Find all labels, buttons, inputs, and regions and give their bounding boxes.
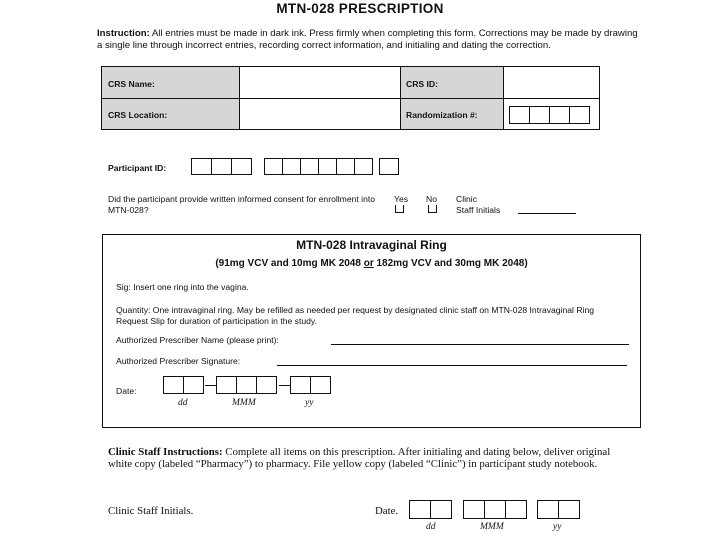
- participant-id-site-boxes[interactable]: [191, 158, 252, 175]
- participant-id-label: Participant ID:: [108, 163, 167, 173]
- clinic-date-day-boxes[interactable]: [409, 500, 452, 519]
- consent-question: Did the participant provide written informed consent for enrollment into MTN-028?: [108, 194, 376, 215]
- ring-date-year-boxes[interactable]: [290, 376, 331, 394]
- consent-yes-label: Yes: [394, 194, 409, 204]
- ring-sig: Sig: Insert one ring into the vagina.: [116, 282, 249, 292]
- consent-yes-checkbox[interactable]: [395, 205, 404, 213]
- clinic-date-month-boxes[interactable]: [463, 500, 527, 519]
- ring-date-day-boxes[interactable]: [163, 376, 204, 394]
- crs-id-label: CRS ID:: [406, 79, 438, 89]
- clinic-staff-initials-label: Clinic Staff Initials.: [108, 505, 194, 517]
- ring-date-dd-hint: dd: [178, 398, 188, 408]
- clinic-staff-heading: Clinic Staff Instructions:: [108, 446, 223, 458]
- ring-subtitle-part2: 182mg VCV and 30mg MK 2048): [373, 258, 528, 269]
- crs-location-label: CRS Location:: [108, 110, 168, 120]
- prescriber-signature-label: Authorized Prescriber Signature:: [116, 356, 241, 366]
- randomization-label: Randomization #:: [406, 110, 478, 120]
- randomization-boxes[interactable]: [509, 106, 590, 124]
- clinic-date-yy-hint: yy: [553, 522, 562, 532]
- clinic-date-dd-hint: dd: [426, 522, 436, 532]
- clinic-date-mmm-hint: MMM: [480, 522, 504, 532]
- instruction-text: All entries must be made in dark ink. Press firmly when completing this form. Corrections may be made by drawing a single line through incorrect entries, recording correct information, and initialing and dating the correction.: [97, 28, 638, 51]
- ring-date-dash-2: [279, 385, 290, 386]
- clinic-date-year-boxes[interactable]: [537, 500, 580, 519]
- staff-initials-line[interactable]: [518, 213, 576, 214]
- crs-location-field[interactable]: [241, 99, 398, 128]
- ring-date-month-boxes[interactable]: [216, 376, 277, 394]
- clinic-staff-text: Complete all items on this prescription. After initialing and dating below, deliver original white copy (labeled “Pharmacy”) to pharmacy. File yellow copy (labeled “Clinic”) in participant study notebook.: [108, 446, 611, 470]
- ring-date-mmm-hint: MMM: [232, 398, 256, 408]
- clinic-date-label: Date.: [375, 505, 399, 517]
- clinic-label: Clinic: [456, 194, 478, 204]
- instructions: [97, 28, 645, 51]
- crs-id-field[interactable]: [504, 68, 598, 97]
- ring-subtitle: [102, 258, 641, 269]
- ring-date-yy-hint: yy: [305, 398, 314, 408]
- ring-title: MTN-028 Intravaginal Ring: [296, 238, 447, 252]
- ring-date-dash-1: [205, 385, 216, 386]
- ring-subtitle-part1: (91mg VCV and 10mg MK 2048: [215, 258, 364, 269]
- staff-initials-label: Staff Initials: [456, 205, 501, 215]
- consent-no-checkbox[interactable]: [428, 205, 437, 213]
- prescriber-signature-line[interactable]: [277, 365, 627, 366]
- form-title: MTN-028 PRESCRIPTION: [276, 1, 444, 16]
- ring-date-label: Date:: [116, 386, 137, 396]
- participant-id-check-box[interactable]: [379, 158, 399, 175]
- prescriber-name-line[interactable]: [331, 344, 629, 345]
- instruction-heading: Instruction:: [97, 28, 150, 39]
- ring-quantity: Quantity: One intravaginal ring. May be refilled as needed per request by designated clinic staff on MTN-028 Intravaginal Ring Request Slip for duration of participation in the study.: [116, 305, 595, 326]
- clinic-staff-instructions: [108, 446, 628, 470]
- consent-no-label: No: [426, 194, 437, 204]
- participant-id-number-boxes[interactable]: [264, 158, 373, 175]
- prescriber-name-label: Authorized Prescriber Name (please print):: [116, 335, 279, 345]
- crs-name-label: CRS Name:: [108, 79, 155, 89]
- ring-subtitle-or: or: [363, 258, 374, 269]
- crs-name-field[interactable]: [241, 68, 398, 97]
